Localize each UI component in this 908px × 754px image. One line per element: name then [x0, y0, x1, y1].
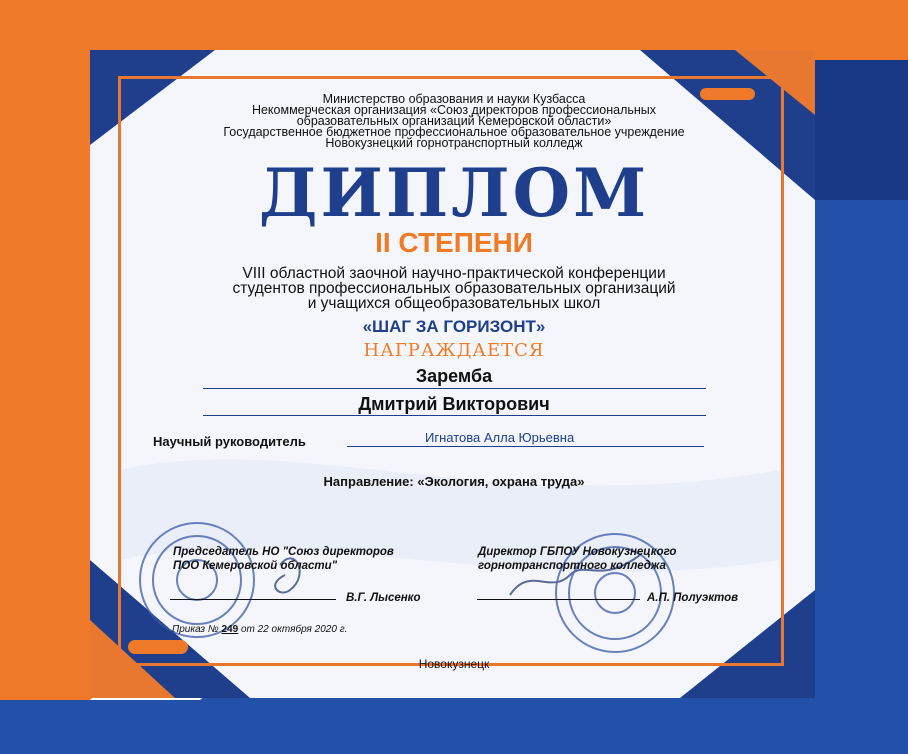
degree-label: II СТЕПЕНИ: [375, 227, 533, 258]
conference-line: VIII областной заочной научно-практической конференции: [242, 265, 666, 282]
city-label: Новокузнецк: [418, 657, 490, 671]
order-number: 249: [221, 624, 239, 635]
header-line: Министерство образования и науки Кузбасса: [322, 92, 586, 106]
header-line: Новокузнецкий горнотранспортный колледж: [325, 136, 583, 150]
conference-motto: «ШАГ ЗА ГОРИЗОНТ»: [362, 317, 546, 336]
diploma-title: ДИПЛОМ: [258, 154, 650, 232]
right-signer-title: Директор ГБПОУ Новокузнецкого горнотранспортного колледжа: [478, 546, 677, 572]
header-line: Некоммерческая организация «Союз директоров профессиональных: [251, 103, 657, 117]
awarded-label: НАГРАЖДАЕТСЯ: [363, 340, 545, 361]
conference-line: и учащихся общеобразовательных школ: [307, 295, 601, 312]
header-line: образовательных организаций Кемеровской области»: [296, 114, 612, 128]
conference-line: студентов профессиональных образовательных организаций: [232, 280, 676, 297]
left-signer-name: В.Г. Лысенко: [346, 592, 421, 604]
signature-line: [477, 599, 640, 600]
right-signer-name: А.П. Полуэктов: [647, 592, 739, 604]
order-note: Приказ № 249 от 22 октября 2020 г.: [172, 624, 348, 635]
supervisor-name: Игнатова Алла Юрьевна: [425, 430, 575, 445]
recipient-surname: Заремба: [415, 366, 493, 386]
recipient-given-names: Дмитрий Викторович: [358, 394, 550, 414]
direction-label: Направление: «Экология, охрана труда»: [323, 474, 585, 489]
header-line: Государственное бюджетное профессиональное образовательное учреждение: [223, 125, 685, 139]
signature-line: [170, 599, 336, 600]
left-stamp-icon: [140, 523, 300, 637]
left-signer-title: Председатель НО "Союз директоров ПОО Кемеровской области": [173, 546, 394, 572]
supervisor-label: Научный руководитель: [153, 434, 306, 449]
